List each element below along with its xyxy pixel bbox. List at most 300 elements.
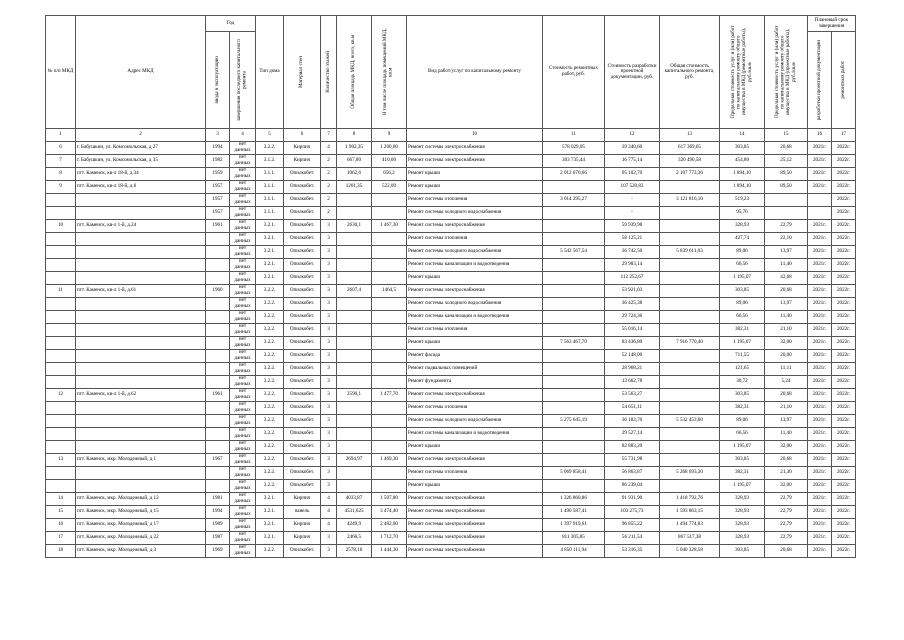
wall-material-cell: Кирпич xyxy=(284,493,321,506)
table-row xyxy=(46,194,856,207)
area-premises-cell xyxy=(372,480,407,493)
column-number: 13 xyxy=(660,129,720,142)
limit-repair-cell: 1 195,07 xyxy=(720,480,765,493)
cost-design-cell: 83 436,80 xyxy=(605,337,660,350)
limit-repair-cell: 66,56 xyxy=(720,259,765,272)
limit-repair-cell: 89,06 xyxy=(720,298,765,311)
cost-design-cell: 29 527,14 xyxy=(605,428,660,441)
row-number xyxy=(46,428,76,441)
header-number: № п/п МКД xyxy=(46,16,76,129)
row-number: 18 xyxy=(46,545,76,558)
area-premises-cell xyxy=(372,441,407,454)
plan-works-cell: 2022г. xyxy=(832,467,856,480)
year-built-cell: 1961 xyxy=(206,389,230,402)
row-number xyxy=(46,194,76,207)
cost-design-cell: 91 931,90 xyxy=(605,493,660,506)
area-total-cell xyxy=(337,311,372,324)
floors-cell: 3 xyxy=(321,532,337,545)
table-row xyxy=(46,220,856,233)
area-premises-cell: 1 200,00 xyxy=(372,142,407,155)
area-premises-cell xyxy=(372,337,407,350)
table-row xyxy=(46,545,856,558)
floors-cell: 3 xyxy=(321,246,337,259)
floors-cell: 3 xyxy=(321,480,337,493)
row-number: 16 xyxy=(46,519,76,532)
year-built-cell: 1987 xyxy=(206,532,230,545)
column-number: 17 xyxy=(832,129,856,142)
area-total-cell: 4531,625 xyxy=(337,506,372,519)
year-built-cell: 1994 xyxy=(206,142,230,155)
column-number: 5 xyxy=(256,129,284,142)
row-number: 15 xyxy=(46,506,76,519)
house-type-cell: 3.2.2. xyxy=(256,363,284,376)
area-total-cell xyxy=(337,246,372,259)
row-number xyxy=(46,298,76,311)
header-area-premises: В том числе площадь помещений МКД, кв.м xyxy=(372,16,407,129)
wall-material-cell: Опилкобет. xyxy=(284,311,321,324)
area-total-cell: 2578,16 xyxy=(337,545,372,558)
plan-works-cell: 2022г. xyxy=(832,389,856,402)
table-row xyxy=(46,415,856,428)
year-built-cell: 1957 xyxy=(206,181,230,194)
floors-cell: 3 xyxy=(321,272,337,285)
limit-design-cell: 20,68 xyxy=(765,142,808,155)
cost-repair-cell xyxy=(543,233,605,246)
limit-repair-cell: 382,31 xyxy=(720,324,765,337)
area-total-cell xyxy=(337,428,372,441)
floors-cell: 3 xyxy=(321,402,337,415)
floors-cell: 3 xyxy=(321,220,337,233)
cost-repair-cell: 1 397 919,61 xyxy=(543,519,605,532)
year-repair-cell: нет данных xyxy=(230,480,256,493)
cost-total-cell: 617 369,65 xyxy=(660,142,720,155)
floors-cell: 2 xyxy=(321,181,337,194)
work-type-cell: Ремонт крыши xyxy=(407,168,543,181)
work-type-cell: Ремонт системы холодного водоснабжения xyxy=(407,298,543,311)
house-type-cell: 3.2.1. xyxy=(256,272,284,285)
area-total-cell: 2630,1 xyxy=(337,220,372,233)
cost-design-cell: 56 211,54 xyxy=(605,532,660,545)
address-cell: пгт. Каменск, мкр. Молодежный, д 3 xyxy=(76,545,206,558)
house-type-cell: 3.2.1. xyxy=(256,220,284,233)
cost-total-cell xyxy=(660,480,720,493)
cost-repair-cell xyxy=(543,441,605,454)
column-number: 14 xyxy=(720,129,765,142)
area-premises-cell: 1 712,70 xyxy=(372,532,407,545)
row-number xyxy=(46,376,76,389)
address-cell xyxy=(76,298,206,311)
limit-repair-cell: 382,31 xyxy=(720,402,765,415)
row-number xyxy=(46,207,76,220)
year-built-cell xyxy=(206,480,230,493)
cost-design-cell: 54 651,11 xyxy=(605,402,660,415)
year-repair-cell: нет данных xyxy=(230,519,256,532)
cost-design-cell: 95 102,70 xyxy=(605,168,660,181)
cost-repair-cell xyxy=(543,272,605,285)
limit-design-cell: 42,68 xyxy=(765,272,808,285)
wall-material-cell: Опилкобет. xyxy=(284,467,321,480)
area-total-cell xyxy=(337,376,372,389)
row-number: 14 xyxy=(46,493,76,506)
area-premises-cell: 410,00 xyxy=(372,155,407,168)
cost-repair-cell xyxy=(543,480,605,493)
limit-design-cell: 32,00 xyxy=(765,480,808,493)
work-type-cell: Ремонт системы электроснабжения xyxy=(407,454,543,467)
address-cell: пгт. Каменск, кв-л 1-й, д.62 xyxy=(76,389,206,402)
table-row xyxy=(46,142,856,155)
cost-repair-cell: 7 563 467,70 xyxy=(543,337,605,350)
area-premises-cell xyxy=(372,376,407,389)
plan-design-cell: 2021г. xyxy=(808,454,832,467)
year-repair-cell: нет данных xyxy=(230,337,256,350)
plan-works-cell: 2022г. xyxy=(832,246,856,259)
area-premises-cell xyxy=(372,402,407,415)
cost-repair-cell: 578 029,05 xyxy=(543,142,605,155)
cost-total-cell xyxy=(660,428,720,441)
cost-total-cell xyxy=(660,454,720,467)
row-number: 7 xyxy=(46,155,76,168)
row-number: 9 xyxy=(46,181,76,194)
floors-cell: 3 xyxy=(321,545,337,558)
header-area-total: Общая площадь МКД, всего, кв.м xyxy=(337,16,372,129)
limit-repair-cell: 427,74 xyxy=(720,233,765,246)
limit-design-cell: 22,10 xyxy=(765,233,808,246)
limit-repair-cell: 303,85 xyxy=(720,285,765,298)
house-type-cell: 3.2.2. xyxy=(256,415,284,428)
cost-total-cell xyxy=(660,363,720,376)
area-total-cell: 4249,9 xyxy=(337,519,372,532)
address-cell: пгт. Каменск, кв-л 1-й, д.61 xyxy=(76,285,206,298)
plan-design-cell: 2021г. xyxy=(808,389,832,402)
table-row xyxy=(46,298,856,311)
area-premises-cell: 1464,5 xyxy=(372,285,407,298)
header-plan-group: Плановый срок завершения xyxy=(808,16,856,32)
cost-repair-cell xyxy=(543,220,605,233)
year-repair-cell: нет данных xyxy=(230,285,256,298)
plan-design-cell: 2021г. xyxy=(808,350,832,363)
cost-total-cell xyxy=(660,259,720,272)
work-type-cell: Ремонт системы канализации и водоотведения xyxy=(407,311,543,324)
address-cell xyxy=(76,233,206,246)
row-number xyxy=(46,480,76,493)
column-number: 12 xyxy=(605,129,660,142)
address-cell xyxy=(76,207,206,220)
cost-design-cell: 53 921,03 xyxy=(605,285,660,298)
table-row xyxy=(46,311,856,324)
plan-design-cell: 2021г. xyxy=(808,506,832,519)
year-built-cell xyxy=(206,350,230,363)
year-built-cell: 1959 xyxy=(206,168,230,181)
plan-works-cell: 2022г. xyxy=(832,402,856,415)
wall-material-cell: Опилкобет. xyxy=(284,168,321,181)
cost-design-cell: 52 148,00 xyxy=(605,350,660,363)
table-row xyxy=(46,441,856,454)
wall-material-cell: Опилкобет. xyxy=(284,233,321,246)
year-built-cell: 1989 xyxy=(206,519,230,532)
work-type-cell: Ремонт фундамента xyxy=(407,376,543,389)
limit-repair-cell: 30,72 xyxy=(720,376,765,389)
floors-cell: 2 xyxy=(321,207,337,220)
area-total-cell: 667,80 xyxy=(337,155,372,168)
work-type-cell: Ремонт системы электроснабжения xyxy=(407,506,543,519)
wall-material-cell: Опилкобет. xyxy=(284,246,321,259)
limit-repair-cell: 66,56 xyxy=(720,428,765,441)
year-repair-cell: нет данных xyxy=(230,402,256,415)
header-address: Адрес МКД xyxy=(76,16,206,129)
house-type-cell: 3.2.2. xyxy=(256,454,284,467)
work-type-cell: Ремонт системы электроснабжения xyxy=(407,545,543,558)
cost-repair-cell xyxy=(543,181,605,194)
cost-design-cell: 107 520,83 xyxy=(605,181,660,194)
area-premises-cell xyxy=(372,194,407,207)
work-type-cell: Ремонт системы электроснабжения xyxy=(407,142,543,155)
house-type-cell: 3.1.1. xyxy=(256,168,284,181)
plan-works-cell: 2022г. xyxy=(832,155,856,168)
area-total-cell: 2694,97 xyxy=(337,454,372,467)
cost-repair-cell: 303 735,44 xyxy=(543,155,605,168)
year-built-cell xyxy=(206,337,230,350)
cost-design-cell: 112 252,67 xyxy=(605,272,660,285)
table-row xyxy=(46,285,856,298)
area-premises-cell xyxy=(372,428,407,441)
area-total-cell: 1 902,35 xyxy=(337,142,372,155)
row-number xyxy=(46,337,76,350)
cost-repair-cell xyxy=(543,402,605,415)
house-type-cell: 3.2.1. xyxy=(256,506,284,519)
address-cell xyxy=(76,467,206,480)
area-premises-cell xyxy=(372,298,407,311)
column-number: 15 xyxy=(765,129,808,142)
house-type-cell: 3.2.2. xyxy=(256,441,284,454)
floors-cell: 3 xyxy=(321,285,337,298)
wall-material-cell: Кирпич xyxy=(284,519,321,532)
plan-design-cell: 2021г. xyxy=(808,220,832,233)
address-cell xyxy=(76,337,206,350)
column-number: 3 xyxy=(206,129,230,142)
floors-cell: 3 xyxy=(321,350,337,363)
area-total-cell xyxy=(337,363,372,376)
cost-repair-cell xyxy=(543,454,605,467)
column-number: 6 xyxy=(284,129,321,142)
work-type-cell: Ремонт системы холодного водоснабжения xyxy=(407,207,543,220)
house-type-cell: 3.2.1. xyxy=(256,246,284,259)
limit-design-cell: 25,12 xyxy=(765,155,808,168)
table-row xyxy=(46,363,856,376)
floors-cell: 4 xyxy=(321,493,337,506)
work-type-cell: Ремонт системы электроснабжения xyxy=(407,493,543,506)
year-repair-cell: нет данных xyxy=(230,259,256,272)
address-cell: пгт. Каменск, мкр. Молодежный, д 1 xyxy=(76,454,206,467)
area-premises-cell xyxy=(372,246,407,259)
year-repair-cell: нет данных xyxy=(230,272,256,285)
wall-material-cell: Опилкобет. xyxy=(284,220,321,233)
row-number xyxy=(46,402,76,415)
limit-design-cell: 11,40 xyxy=(765,311,808,324)
header-floors: Количество этажей xyxy=(321,16,337,129)
year-repair-cell: нет данных xyxy=(230,246,256,259)
plan-design-cell: 2021г. xyxy=(808,480,832,493)
plan-works-cell: 2022г. xyxy=(832,480,856,493)
header-plan-design: разработки проектной документации xyxy=(808,32,832,129)
limit-design-cell xyxy=(765,207,808,220)
limit-design-cell: 11,40 xyxy=(765,428,808,441)
plan-design-cell: 2021г. xyxy=(808,519,832,532)
area-premises-cell xyxy=(372,311,407,324)
work-type-cell: Ремонт системы электроснабжения xyxy=(407,285,543,298)
floors-cell: 2 xyxy=(321,155,337,168)
column-number: 2 xyxy=(76,129,206,142)
limit-design-cell: 11,40 xyxy=(765,259,808,272)
wall-material-cell: Опилкобет. xyxy=(284,285,321,298)
cost-total-cell: 867 517,38 xyxy=(660,532,720,545)
area-total-cell xyxy=(337,233,372,246)
area-premises-cell: 1 467,30 xyxy=(372,220,407,233)
cost-total-cell: 3 121 816,10 xyxy=(660,194,720,207)
cost-design-cell: 36 425,38 xyxy=(605,298,660,311)
plan-works-cell: 2022г. xyxy=(832,207,856,220)
plan-works-cell: 2022г. xyxy=(832,233,856,246)
area-premises-cell: 1 507,80 xyxy=(372,493,407,506)
plan-works-cell: 2022г. xyxy=(832,220,856,233)
floors-cell: 4 xyxy=(321,519,337,532)
plan-works-cell: 2022г. xyxy=(832,311,856,324)
plan-design-cell: 2021г. xyxy=(808,441,832,454)
plan-design-cell: 2021г. xyxy=(808,467,832,480)
cost-repair-cell: 1 490 587,41 xyxy=(543,506,605,519)
wall-material-cell: Опилкобет. xyxy=(284,389,321,402)
wall-material-cell: Опилкобет. xyxy=(284,363,321,376)
floors-cell: 3 xyxy=(321,415,337,428)
address-cell xyxy=(76,402,206,415)
address-cell: пгт. Каменск, мкр. Молодежный, д 12 xyxy=(76,493,206,506)
table-row xyxy=(46,259,856,272)
plan-works-cell: 2022г. xyxy=(832,298,856,311)
plan-works-cell: 2022г. xyxy=(832,285,856,298)
year-repair-cell: нет данных xyxy=(230,467,256,480)
cost-design-cell: 39 340,60 xyxy=(605,142,660,155)
area-premises-cell: 656,2 xyxy=(372,168,407,181)
limit-repair-cell: 454,80 xyxy=(720,155,765,168)
limit-repair-cell: 1 195,07 xyxy=(720,272,765,285)
wall-material-cell: Опилкобет. xyxy=(284,454,321,467)
table-row xyxy=(46,376,856,389)
header-limit-repair: Предельная стоимость услуг и (или) работ по капитальному ремонту общего имущества в МКД (ремонтные работы), руб./кв.м xyxy=(720,16,765,129)
limit-repair-cell: 328,93 xyxy=(720,532,765,545)
wall-material-cell: Опилкобет. xyxy=(284,415,321,428)
year-built-cell xyxy=(206,415,230,428)
area-premises-cell xyxy=(372,233,407,246)
year-repair-cell: нет данных xyxy=(230,324,256,337)
plan-design-cell: 2021г. xyxy=(808,246,832,259)
floors-cell: 4 xyxy=(321,142,337,155)
table-row xyxy=(46,181,856,194)
header-cost-total: Общая стоимость капитального ремонта, руб. xyxy=(660,16,720,129)
table-row xyxy=(46,155,856,168)
work-type-cell: Ремонт крыши xyxy=(407,181,543,194)
limit-design-cell: 89,50 xyxy=(765,168,808,181)
year-built-cell xyxy=(206,428,230,441)
limit-design-cell: 89,50 xyxy=(765,181,808,194)
plan-works-cell: 2022г. xyxy=(832,337,856,350)
year-built-cell: 1982 xyxy=(206,155,230,168)
house-type-cell: 3.2.2. xyxy=(256,545,284,558)
limit-repair-cell: 89,06 xyxy=(720,415,765,428)
table-row xyxy=(46,532,856,545)
area-total-cell xyxy=(337,298,372,311)
cost-repair-cell xyxy=(543,376,605,389)
cost-total-cell xyxy=(660,285,720,298)
cost-total-cell: 7 916 770,40 xyxy=(660,337,720,350)
year-repair-cell: нет данных xyxy=(230,441,256,454)
area-premises-cell xyxy=(372,324,407,337)
cost-repair-cell xyxy=(543,207,605,220)
house-type-cell: 3.1.1. xyxy=(256,207,284,220)
house-type-cell: 3.2.2. xyxy=(256,298,284,311)
cost-repair-cell: 2 012 670,66 xyxy=(543,168,605,181)
cost-repair-cell: 811 305,85 xyxy=(543,532,605,545)
cost-design-cell: 55 731,98 xyxy=(605,454,660,467)
wall-material-cell: Опилкобет. xyxy=(284,324,321,337)
column-number: 7 xyxy=(321,129,337,142)
house-type-cell: 3.2.1. xyxy=(256,259,284,272)
cost-design-cell: 56 863,87 xyxy=(605,467,660,480)
table-row xyxy=(46,389,856,402)
cost-design-cell: 53 563,27 xyxy=(605,389,660,402)
limit-design-cell: 22,79 xyxy=(765,532,808,545)
row-number xyxy=(46,311,76,324)
limit-design-cell: 20,00 xyxy=(765,350,808,363)
year-built-cell xyxy=(206,311,230,324)
table-row xyxy=(46,324,856,337)
address-cell xyxy=(76,194,206,207)
plan-design-cell: 2021г. xyxy=(808,181,832,194)
plan-design-cell: 2021г. xyxy=(808,428,832,441)
header-cost-repair: Стоимость ремонтных работ, руб. xyxy=(543,16,605,129)
wall-material-cell: Опилкобет. xyxy=(284,350,321,363)
limit-design-cell: 21,10 xyxy=(765,324,808,337)
header-cost-design: Стоимость разработки проектной документации, руб. xyxy=(605,16,660,129)
area-premises-cell xyxy=(372,207,407,220)
limit-design-cell: 22,79 xyxy=(765,493,808,506)
column-number: 4 xyxy=(230,129,256,142)
plan-works-cell: 2022г. xyxy=(832,272,856,285)
table-row xyxy=(46,402,856,415)
address-cell xyxy=(76,246,206,259)
header-house-type: Тип дома xyxy=(256,16,284,129)
area-total-cell xyxy=(337,259,372,272)
row-number xyxy=(46,363,76,376)
cost-total-cell xyxy=(660,181,720,194)
row-number xyxy=(46,272,76,285)
cost-total-cell xyxy=(660,207,720,220)
work-type-cell: Ремонт крыши xyxy=(407,480,543,493)
year-built-cell xyxy=(206,298,230,311)
row-number xyxy=(46,324,76,337)
table-row xyxy=(46,337,856,350)
year-built-cell: 1967 xyxy=(206,454,230,467)
limit-repair-cell: 303,85 xyxy=(720,454,765,467)
plan-design-cell xyxy=(808,194,832,207)
plan-works-cell: 2022г. xyxy=(832,363,856,376)
wall-material-cell: Опилкобет. xyxy=(284,376,321,389)
floors-cell: 3 xyxy=(321,298,337,311)
plan-design-cell: 2021г. xyxy=(808,532,832,545)
year-built-cell: 1994 xyxy=(206,506,230,519)
row-number: 8 xyxy=(46,168,76,181)
area-premises-cell: 1 477,70 xyxy=(372,389,407,402)
limit-repair-cell: 328,93 xyxy=(720,493,765,506)
limit-repair-cell: 328,93 xyxy=(720,506,765,519)
